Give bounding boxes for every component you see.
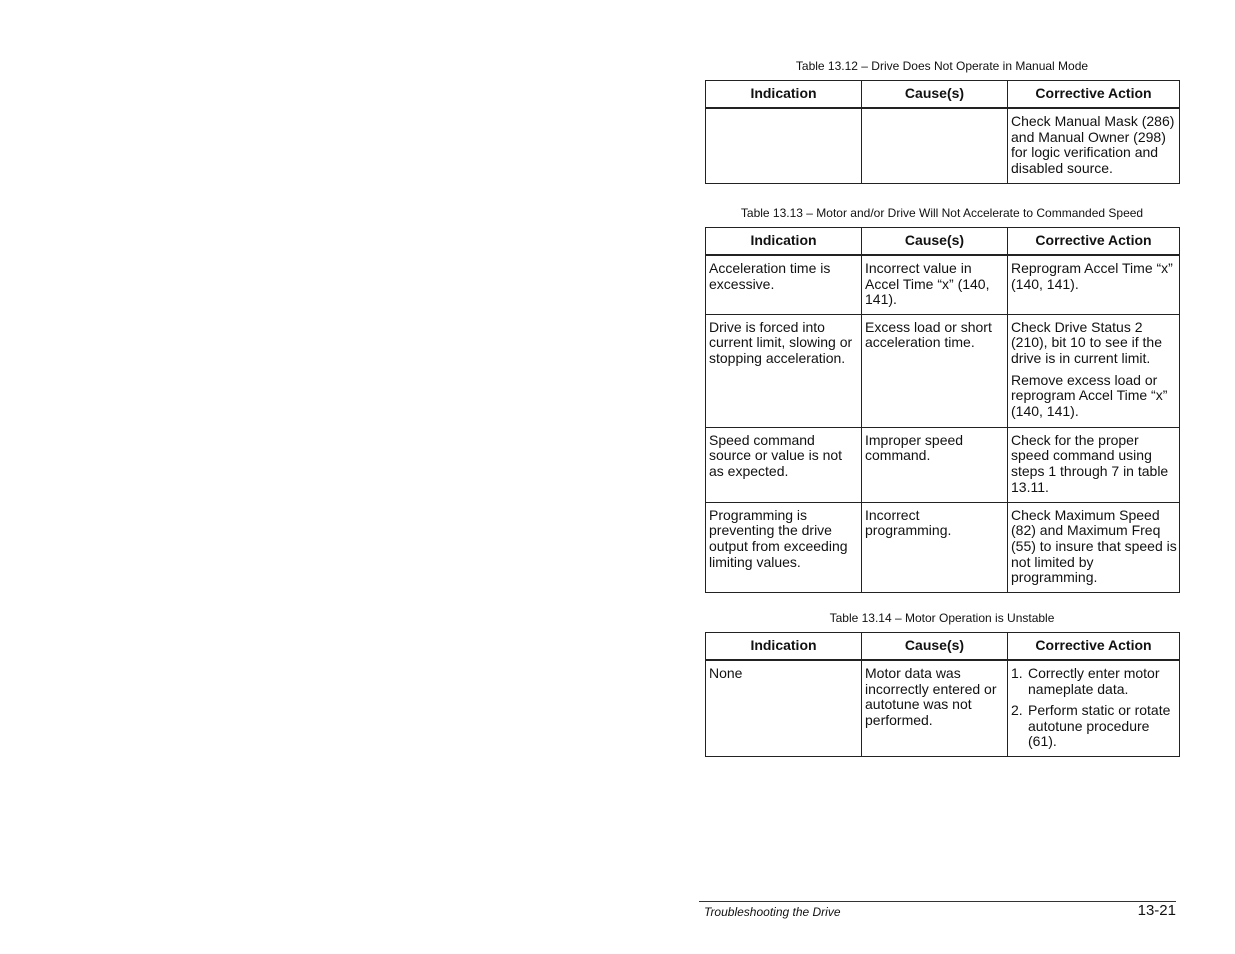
table-row bbox=[706, 427, 1180, 502]
cause-cell bbox=[862, 108, 1008, 183]
action-cell: Check Maximum Speed (82) and Maximum Freq (55) to insure that speed is not limited by programming. bbox=[1008, 502, 1180, 592]
indication-cell: Programming is preventing the drive output from exceeding limiting values. bbox=[706, 502, 862, 592]
cause-cell: Excess load or short acceleration time. bbox=[862, 314, 1008, 427]
table-13-14-caption: Table 13.14 – Motor Operation is Unstable bbox=[829, 611, 1055, 625]
table-13-13-caption: Table 13.13 – Motor and/or Drive Will Not Accelerate to Commanded Speed bbox=[740, 206, 1144, 220]
step-number: 1. bbox=[1011, 665, 1023, 681]
action-cell bbox=[1008, 314, 1180, 427]
action-steps-list bbox=[1011, 666, 1177, 750]
action-cell: Check Manual Mask (286) and Manual Owner (298) for logic verification and disabled source. bbox=[1008, 108, 1180, 183]
table-13-12-caption: Table 13.12 – Drive Does Not Operate in Manual Mode bbox=[795, 59, 1089, 73]
cause-cell: Improper speed command. bbox=[862, 427, 1008, 502]
action-cell bbox=[1008, 660, 1180, 756]
table-header-row bbox=[706, 81, 1180, 109]
cause-cell: Motor data was incorrectly entered or autotune was not performed. bbox=[862, 660, 1008, 756]
header-indication: Indication bbox=[706, 633, 862, 661]
header-indication: Indication bbox=[706, 228, 862, 256]
header-indication: Indication bbox=[706, 81, 862, 109]
action-step bbox=[1011, 666, 1177, 697]
table-row bbox=[706, 660, 1180, 756]
table-header-row bbox=[706, 228, 1180, 256]
header-causes: Cause(s) bbox=[862, 81, 1008, 109]
table-header-row bbox=[706, 633, 1180, 661]
header-corrective-action: Corrective Action bbox=[1008, 81, 1180, 109]
action-cell: Check for the proper speed command using steps 1 through 7 in table 13.11. bbox=[1008, 427, 1180, 502]
step-text: Perform static or rotate autotune procedure (61). bbox=[1028, 702, 1171, 750]
table-13-13 bbox=[705, 227, 1180, 593]
step-number: 2. bbox=[1011, 702, 1023, 719]
header-corrective-action: Corrective Action bbox=[1008, 228, 1180, 256]
header-corrective-action: Corrective Action bbox=[1008, 633, 1180, 661]
indication-cell bbox=[706, 108, 862, 183]
table-row bbox=[706, 255, 1180, 314]
indication-cell: Drive is forced into current limit, slowing or stopping acceleration. bbox=[706, 314, 862, 427]
table-row bbox=[706, 108, 1180, 183]
table-row bbox=[706, 502, 1180, 592]
step-text: Correctly enter motor nameplate data. bbox=[1028, 665, 1160, 697]
header-causes: Cause(s) bbox=[862, 633, 1008, 661]
action-paragraph: Check Drive Status 2 (210), bit 10 to see if the drive is in current limit. bbox=[1011, 318, 1162, 366]
page-number: 13-21 bbox=[1137, 902, 1176, 919]
cause-cell: Incorrect programming. bbox=[862, 502, 1008, 592]
action-cell: Reprogram Accel Time “x” (140, 141). bbox=[1008, 255, 1180, 314]
footer-section-title: Troubleshooting the Drive bbox=[704, 905, 841, 919]
indication-cell: Speed command source or value is not as expected. bbox=[706, 427, 862, 502]
header-causes: Cause(s) bbox=[862, 228, 1008, 256]
action-step bbox=[1011, 703, 1177, 750]
indication-cell: Acceleration time is excessive. bbox=[706, 255, 862, 314]
table-13-12 bbox=[705, 80, 1180, 184]
action-paragraph: Remove excess load or reprogram Accel Time “x” (140, 141). bbox=[1011, 371, 1168, 419]
indication-cell: None bbox=[706, 660, 862, 756]
cause-cell: Incorrect value in Accel Time “x” (140, 141). bbox=[862, 255, 1008, 314]
table-row bbox=[706, 314, 1180, 427]
table-13-14 bbox=[705, 632, 1180, 757]
